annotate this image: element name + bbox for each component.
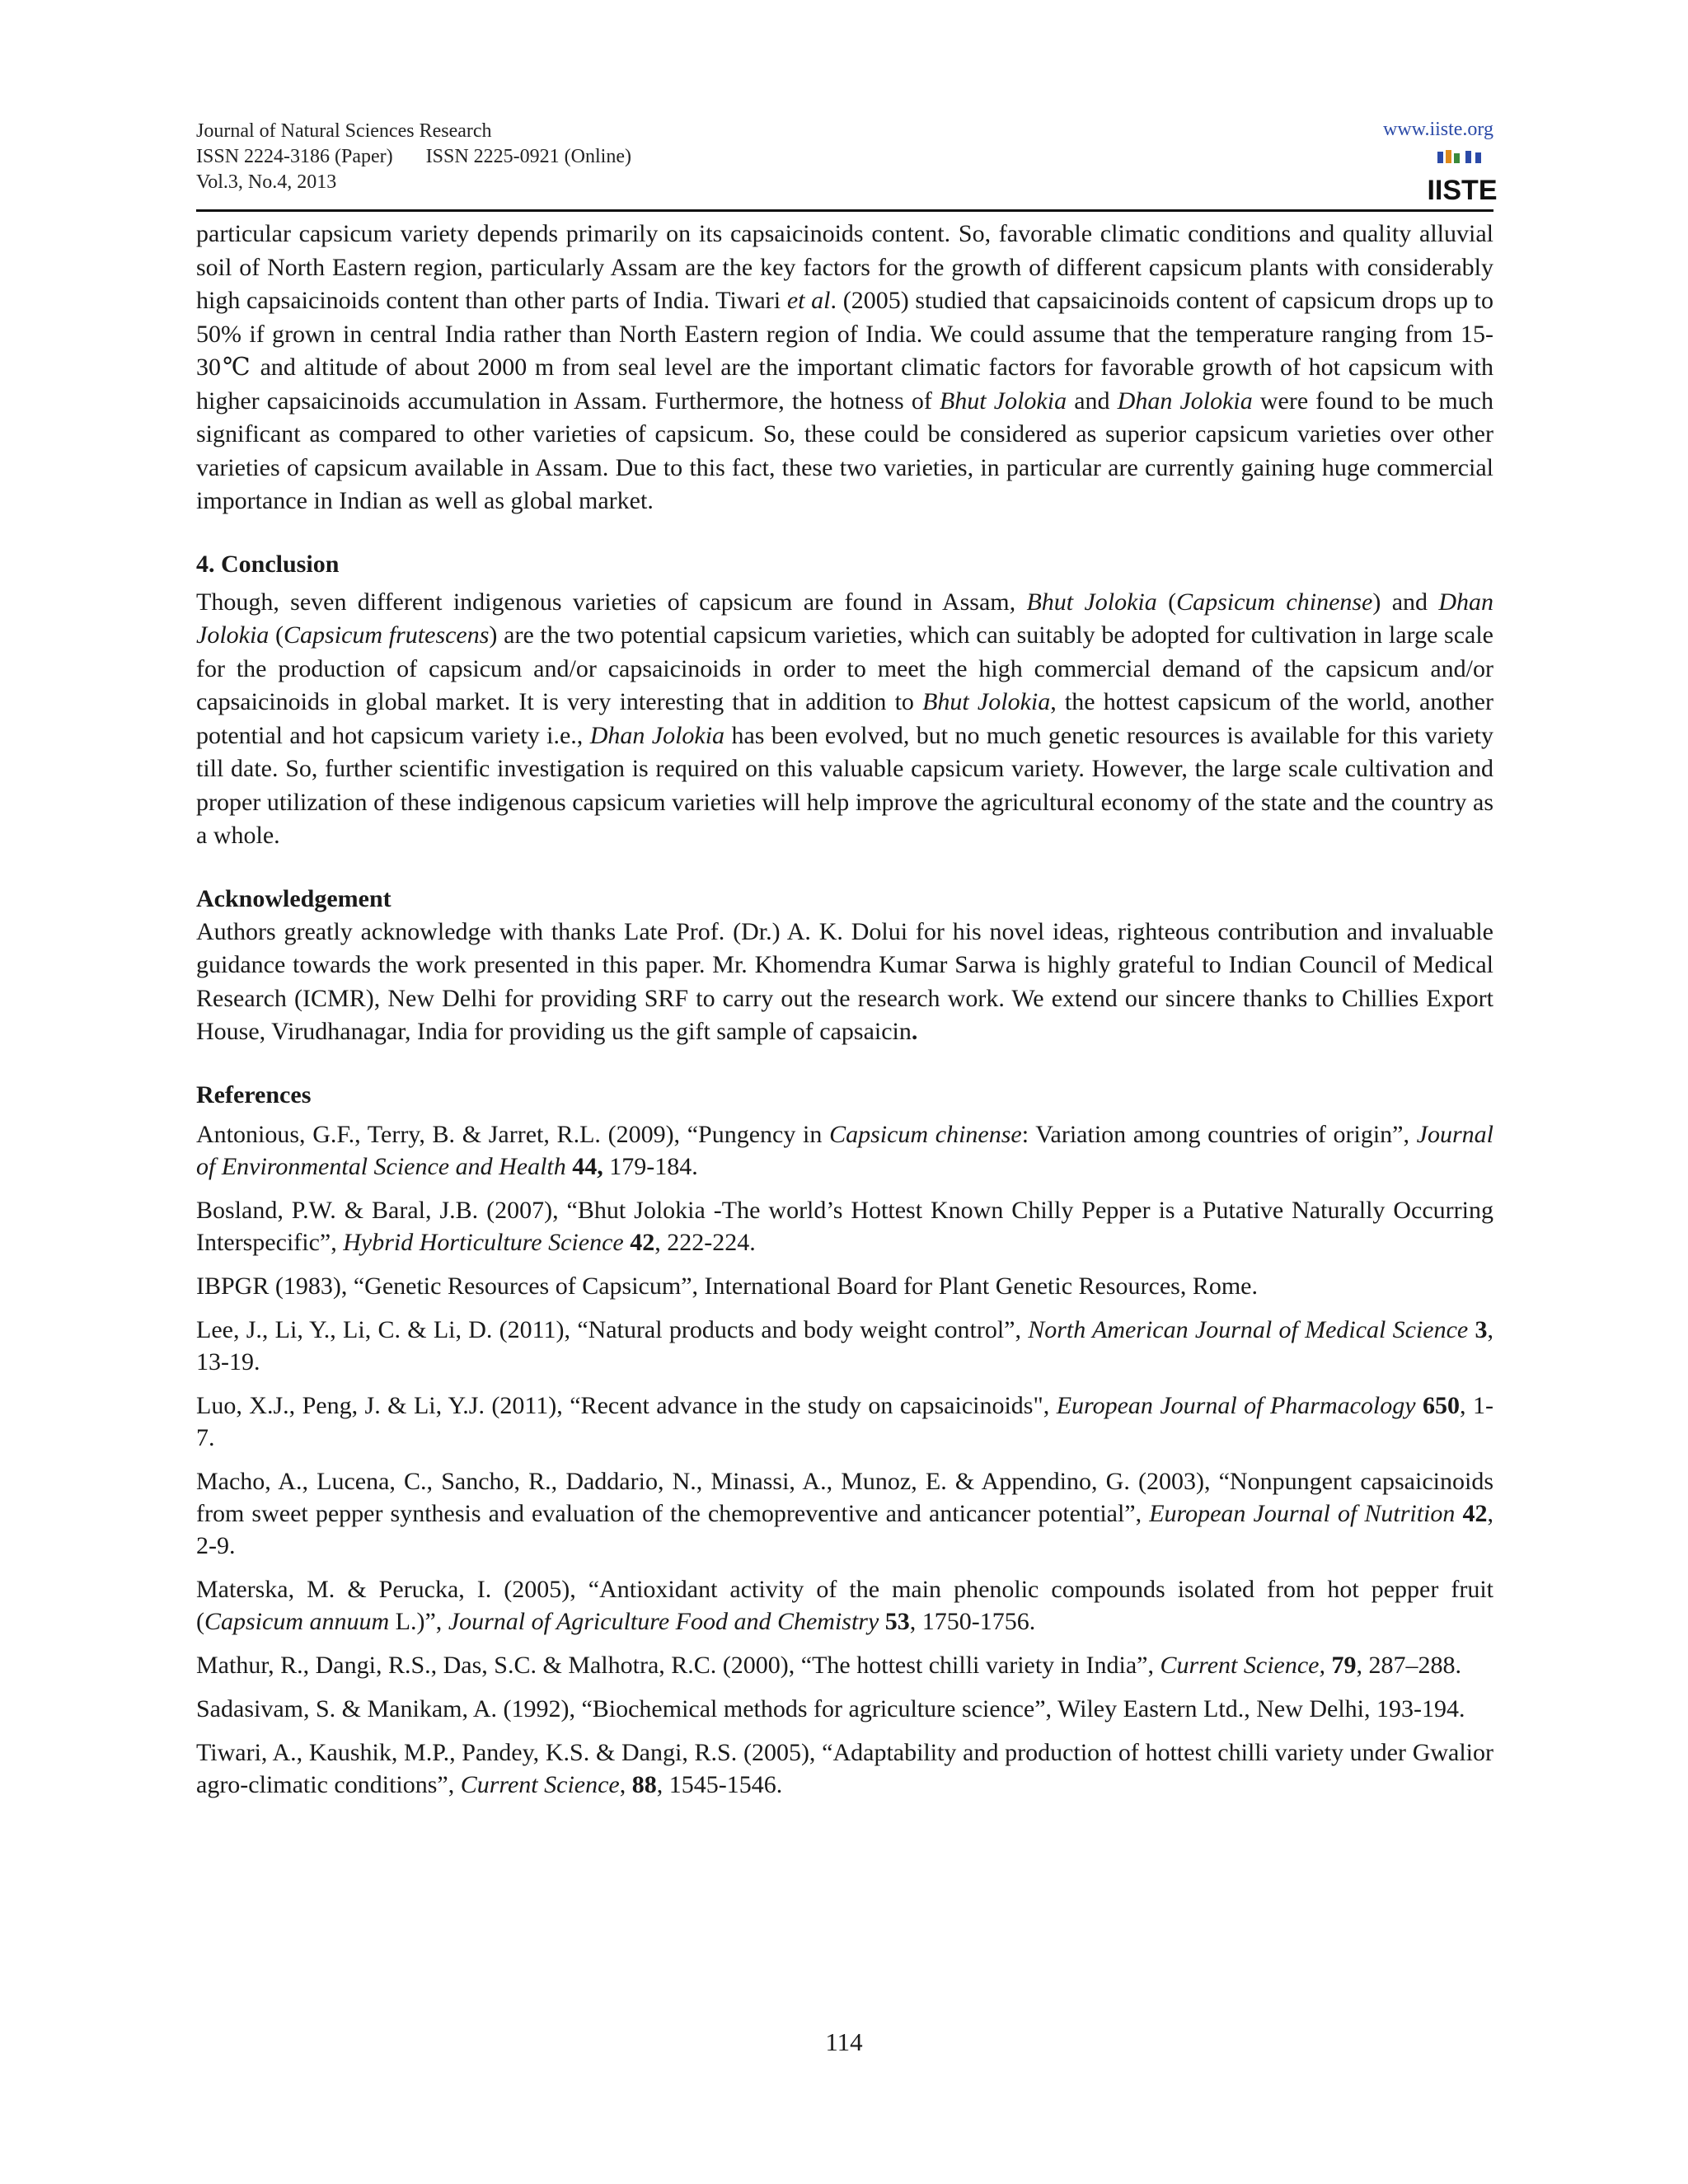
text-run: Lee, J., Li, Y., Li, C. & Li, D. (2011), “Natural products and body weight control”, — [196, 1315, 1029, 1343]
text-run: , 1750-1756. — [909, 1607, 1036, 1635]
reference-item — [196, 1314, 1493, 1378]
text-run: Luo, X.J., Peng, J. & Li, Y.J. (2011), “Recent advance in the study on capsaicinoids", — [196, 1391, 1057, 1419]
text-run: Antonious, G.F., Terry, B. & Jarret, R.L. (2009), “Pungency in — [196, 1120, 830, 1148]
reference-item — [196, 1649, 1493, 1681]
acknowledgement-heading: Acknowledgement — [196, 884, 392, 912]
text-run: , 1545-1546. — [656, 1770, 783, 1798]
text-run: L.)”, — [389, 1607, 448, 1635]
text-run: Tiwari, A., Kaushik, M.P., Pandey, K.S. & Dangi, R.S. (2005), “Adaptability and production of hottest chilli variety under Gwalior agro-climatic conditions”, — [196, 1738, 1493, 1798]
bold-text: 88 — [631, 1770, 657, 1798]
bold-text: 79 — [1331, 1651, 1357, 1679]
text-run: Though, seven different indigenous varieties of capsicum are found in Assam — [196, 588, 1010, 616]
text-run: Materska, M. & Perucka, I. (2005), “Antioxidant activity of the main phenolic compounds isolated from hot pepper fruit ( — [196, 1575, 1493, 1635]
text-run: Sadasivam, S. & Manikam, A. (1992), “Biochemical methods for agriculture science”, Wiley Eastern Ltd., New Delhi, 193-194. — [196, 1694, 1465, 1722]
reference-list — [196, 1118, 1493, 1801]
italic-text: , Bhut Jolokia — [1009, 588, 1157, 616]
journal-title: Journal of Natural Sciences Research — [196, 120, 492, 142]
italic-text: Current Science, — [1160, 1651, 1325, 1679]
bold-text: 44, — [572, 1152, 603, 1180]
italic-text: Dhan Jolokia — [589, 721, 725, 749]
italic-text: Current Science — [460, 1770, 620, 1798]
italic-text: European Journal of Pharmacology — [1056, 1391, 1416, 1419]
italic-text: Journal of Environmental Science and Health — [196, 1120, 1493, 1180]
issn-paper: ISSN 2224-3186 (Paper) — [196, 146, 393, 167]
text-run — [1468, 1316, 1475, 1343]
text-run: , — [619, 1770, 632, 1798]
text-run — [879, 1608, 885, 1635]
page-header — [196, 115, 1498, 208]
italic-text: Capsicum chinense — [1176, 588, 1373, 616]
text-run: Mathur, R., Dangi, R.S., Das, S.C. & Malhotra, R.C. (2000), “The hottest chilli variety in India”, — [196, 1651, 1160, 1679]
text-run: , 13-19. — [196, 1315, 1493, 1376]
text-run: ( — [1156, 588, 1177, 616]
text-run: ) are the two potential capsicum varieties, which can suitably be adopted for cultivation in large scale for the production of capsicum and/or capsaicinoids in order to meet the high commercial demand of the capsicum and/or capsaicinoids in global market. It is very interesting that in addition to — [196, 621, 1493, 715]
reference-item — [196, 1194, 1493, 1258]
reference-item — [196, 1693, 1493, 1725]
italic-text: Bhut Jolokia — [939, 387, 1067, 415]
journal-page — [196, 115, 1498, 1798]
italic-text: Dhan Jolokia — [196, 588, 1494, 649]
iiste-logo — [1427, 148, 1498, 206]
acknowledgement-paragraph — [196, 916, 1493, 1049]
references-heading: References — [196, 1080, 312, 1108]
bold-text: . — [911, 1018, 918, 1045]
iiste-logo-icon — [1427, 148, 1498, 206]
text-run: Macho, A., Lucena, C., Sancho, R., Daddario, N., Minassi, A., Munoz, E. & Appendino, G. (2003), “Nonpungent capsaicinoids from sweet pepper synthesis and evaluation of the chemopreventive and anticancer potential”, — [196, 1467, 1493, 1527]
volume-info: Vol.3, No.4, 2013 — [196, 171, 337, 193]
text-run — [1455, 1500, 1462, 1527]
reference-item — [196, 1573, 1493, 1638]
text-run: , the hottest capsicum of the world, another potential and hot capsicum variety i.e., — [196, 688, 1493, 749]
text-run: and — [1067, 387, 1118, 415]
text-run: particular capsicum variety depends primarily on its capsaicinoids content. So, favorable climatic conditions and quality alluvial soil of North Eastern region, particularly Assam are the key factors for the growth of different capsicum plants with considerably high capsaicinoids content than other parts of India. Tiwari — [196, 220, 1493, 314]
italic-text: Dhan Jolokia — [1117, 387, 1253, 415]
italic-text: Capsicum annuum — [204, 1607, 390, 1635]
issn-line — [196, 144, 631, 170]
text-run — [1416, 1392, 1423, 1419]
text-run: 179-184. — [603, 1152, 698, 1180]
italic-text: European Journal of Nutrition — [1149, 1499, 1456, 1527]
text-run: ) and — [1372, 588, 1439, 616]
article-body — [196, 218, 1493, 1812]
italic-text: Journal of Agriculture Food and Chemistry — [448, 1607, 879, 1635]
page-number: 114 — [825, 2027, 863, 2056]
bold-text: 3 — [1475, 1315, 1488, 1343]
conclusion-heading: 4. Conclusion — [196, 550, 340, 578]
reference-item — [196, 1118, 1493, 1183]
text-run: , 2-9. — [196, 1499, 1494, 1559]
italic-text: Hybrid Horticulture Science — [343, 1228, 624, 1256]
bold-text: 42 — [630, 1228, 655, 1256]
text-run: has been evolved, but no much genetic resources is available for this variety till date. So, further scientific investigation is required on this valuable capsicum variety. However, the large scale cultivation and proper utilization of these indigenous capsicum varieties will help improve the agricultural economy of the state and the country as a whole. — [196, 721, 1493, 849]
text-run: IBPGR (1983), “Genetic Resources of Capsicum”, International Board for Plant Genetic Resources, Rome. — [196, 1272, 1258, 1300]
text-run: , 222-224. — [654, 1228, 756, 1256]
reference-item — [196, 1736, 1493, 1801]
bold-text: 42 — [1462, 1499, 1488, 1527]
text-run: Bosland, P.W. & Baral, J.B. (2007), “Bhut Jolokia -The world’s Hottest Known Chilly Pepper is a Putative Naturally Occurring Interspecific”, — [196, 1196, 1493, 1256]
reference-item — [196, 1465, 1493, 1562]
reference-item — [196, 1390, 1493, 1454]
issn-online: ISSN 2225-0921 (Online) — [425, 146, 631, 167]
text-run: . (2005) studied that capsaicinoids content of capsicum drops up to 50% if grown in central India rather than North Eastern region of India. We could assume that the temperature ranging from 15-30℃ and altitude of about 2000 m from seal level are the important climatic factors for favorable growth of hot capsicum with higher capsaicinoids accumulation in Assam. Furthermore, the hotness of — [196, 287, 1493, 415]
reference-item — [196, 1270, 1493, 1302]
header-divider — [196, 209, 1493, 212]
intro-paragraph — [196, 218, 1493, 518]
text-run: , 1-7. — [196, 1391, 1493, 1451]
italic-text: Capsicum chinense — [829, 1120, 1022, 1148]
italic-text: Bhut Jolokia — [922, 688, 1051, 715]
conclusion-paragraph — [196, 586, 1493, 853]
bold-text: 650 — [1423, 1391, 1461, 1419]
bold-text: 53 — [884, 1607, 910, 1635]
text-run: ( — [269, 621, 284, 649]
text-run: : Variation among countries of origin”, — [1021, 1120, 1417, 1148]
text-run: Authors greatly acknowledge with thanks Late Prof. (Dr.) A. K. Dolui for his novel ideas, righteous contribution and invaluable guidance towards the work presented in this paper. Mr. Khomendra Kumar Sarwa is highly grateful to Indian Council of Medical Research (ICMR), New Delhi for providing SRF to carry out the research work. We extend our sincere thanks to Chillies Export House, Virudhanagar, India for providing us the gift sample of capsaicin — [196, 917, 1493, 1045]
logo-wordmark: IISTE — [1427, 175, 1498, 206]
website-link[interactable]: www.iiste.org — [1383, 119, 1493, 140]
journal-info — [196, 119, 631, 195]
text-run: , 287–288. — [1356, 1651, 1461, 1679]
italic-text: North American Journal of Medical Science — [1028, 1315, 1469, 1343]
italic-text: et al — [786, 287, 831, 314]
text-run: were found to be much significant as compared to other varieties of capsicum. So, these could be considered as superior capsicum varieties over other varieties of capsicum available in Assam. Due to this fact, these two varieties, in particular are currently gaining huge commercial importance in Indian as well as global market. — [196, 387, 1493, 514]
italic-text: Capsicum frutescens — [284, 621, 490, 649]
